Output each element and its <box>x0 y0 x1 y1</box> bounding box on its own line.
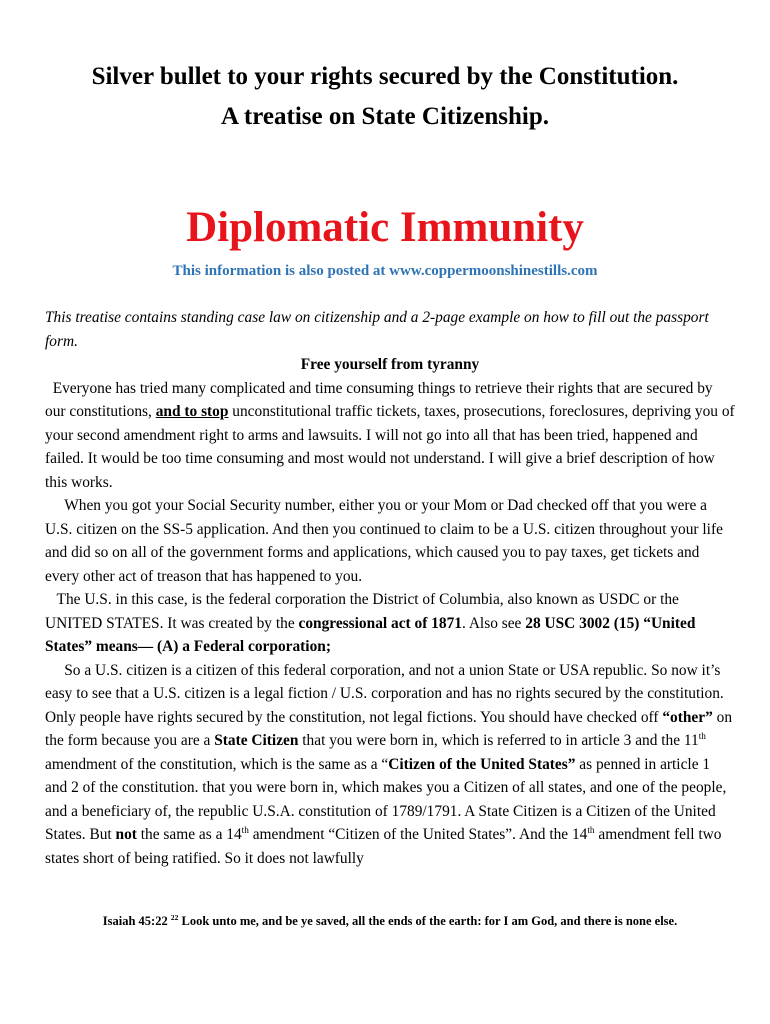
p4-text-h: amendment “Citizen of the United States”. And the 14 <box>248 826 588 843</box>
p4-text-a: So a U.S. citizen is a citizen of this federal corporation, and not a union State or USA republic. So now it’s easy to see that a U.S. citizen is a legal fiction / U.S. corporation and has no rights secured by the constitution. Only people have rights secured by the constitution, not legal fictions. You should have checked off <box>45 661 724 726</box>
section-subtitle: Free yourself from tyranny <box>300 356 480 373</box>
p4-text-f: as penned in article 1 and 2 of the constitution. that you were born in, which makes you a Citizen of all states, and one of the people, and a beneficiary of, the republic U.S.A. constitution of 1789/1791. A State Citizen is a Citizen of the United States. But <box>45 755 727 843</box>
p4-bold-1: “other” <box>662 708 713 726</box>
intro-paragraph: This treatise contains standing case law on citizenship and a 2-page example on how to fill out the passport form. <box>45 309 709 350</box>
posted-note: This information is also posted at www.coppermoonshinestills.com <box>172 263 598 279</box>
footer-sup: 22 <box>170 912 179 922</box>
body-text <box>45 306 735 870</box>
p2-text: When you got your Social Security number, either you or your Mom or Dad checked off that you were a U.S. citizen on the SS-5 application. And then you continued to claim to be a U.S. citizen throughout your life and did so on all of the government forms and applications, which caused you to pay taxes, get tickets and every other act of treason that has happened to you. <box>45 497 723 585</box>
p4-bold-3: Citizen of the United States” <box>388 755 576 773</box>
p1-text-b: unconstitutional traffic tickets, taxes, prosecutions, foreclosures, depriving you of your second amendment right to arms and lawsuits. I will not go into all that has been tried, happened and failed. It would be too time consuming and most would not understand. I will give a brief description of how this works. <box>45 403 735 491</box>
p1-underlined: and to stop <box>155 403 229 420</box>
p3-bold-2: 28 USC 3002 (15) “United States” means— (A) a Federal corporation; <box>45 614 696 655</box>
p3-bold-1: congressional act of 1871 <box>298 614 462 632</box>
p4-text-g: the same as a 14 <box>136 826 242 843</box>
p4-text-e: amendment of the constitution, which is the same as a “ <box>45 755 389 773</box>
footer-text-b: Look unto me, and be ye saved, all the ends of the earth: for I am God, and there is none else. <box>178 914 678 928</box>
p4-sup-2: th <box>241 824 249 835</box>
paragraph-1 <box>45 377 735 495</box>
footer-text-a: Isaiah 45:22 <box>102 914 171 928</box>
p4-text-c: on the form because you are a <box>45 708 733 749</box>
paragraph-3 <box>45 588 735 659</box>
title-line-2: A treatise on State Citizenship. <box>221 103 549 130</box>
paragraph-4 <box>45 659 735 871</box>
p3-text-c: . Also see <box>461 614 526 632</box>
p1-text-a: Everyone has tried many complicated and time consuming things to retrieve their rights that are secured by our constitutions, <box>45 379 713 420</box>
p4-sup-1: th <box>698 730 706 741</box>
footer-quote <box>45 910 735 932</box>
p4-text-i: amendment fell two states short of being ratified. So it does not lawfully <box>45 826 722 867</box>
title-line-1: Silver bullet to your rights secured by the Constitution. <box>91 63 679 90</box>
p4-sup-3: th <box>587 824 595 835</box>
p4-bold-2: State Citizen <box>214 732 299 749</box>
p4-bold-4: not <box>115 826 137 843</box>
p4-text-d: that you were born in, which is referred to in article 3 and the 11 <box>298 732 699 749</box>
paragraph-2 <box>45 494 735 588</box>
headline: Diplomatic Immunity <box>186 204 584 251</box>
p3-text-a: The U.S. in this case, is the federal corporation the District of Columbia, also known as USDC or the UNITED STATES. It was created by the <box>45 591 679 632</box>
